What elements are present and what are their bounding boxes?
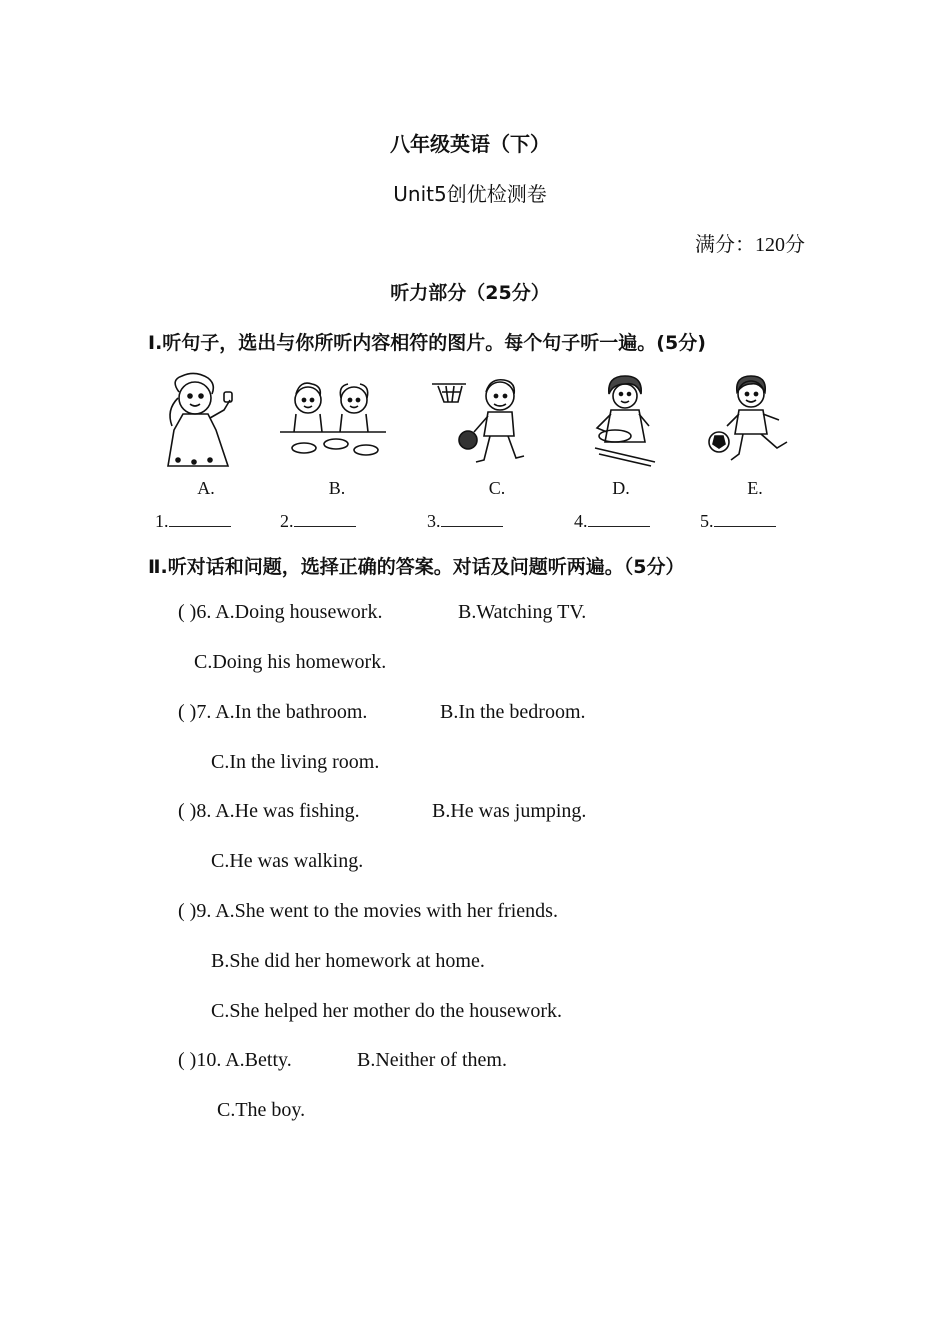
option-a: A.In the bathroom. xyxy=(215,701,368,723)
option-a: A.Betty. xyxy=(225,1049,292,1071)
question-10 xyxy=(178,1049,292,1072)
page-subtitle: Unit5创优检测卷 xyxy=(393,182,547,206)
answer-bracket[interactable]: ( )8. xyxy=(178,800,212,822)
option-c: C.In the living room. xyxy=(211,751,380,773)
question-6 xyxy=(178,601,382,624)
option-c: C.She helped her mother do the housework. xyxy=(211,1000,563,1022)
section-2-heading: Ⅱ.听对话和问题，选择正确的答案。对话及问题听两遍。（5分） xyxy=(148,556,685,578)
option-c: C.Doing his homework. xyxy=(194,651,387,673)
option-a: A.Doing housework. xyxy=(215,601,383,623)
listening-part-heading: 听力部分（25分） xyxy=(390,282,550,304)
answer-blank-3[interactable] xyxy=(427,510,503,532)
blank-number: 5. xyxy=(700,511,714,531)
boy-basketball-icon xyxy=(430,370,540,475)
blank-number: 4. xyxy=(574,511,588,531)
section-1-heading: Ⅰ.听句子，选出与你所听内容相符的图片。每个句子听一遍。(5分) xyxy=(148,332,706,354)
question-9 xyxy=(178,900,558,923)
answer-bracket[interactable]: ( )6. xyxy=(178,601,212,623)
picture-label-b: B. xyxy=(328,478,346,498)
answer-blank-1[interactable] xyxy=(155,510,231,532)
option-b: B.Watching TV. xyxy=(458,601,587,623)
blank-number: 3. xyxy=(427,511,441,531)
question-8 xyxy=(178,800,360,823)
blank-number: 1. xyxy=(155,511,169,531)
picture-label-a: A. xyxy=(197,478,215,498)
answer-blank-5[interactable] xyxy=(700,510,776,532)
blank-number: 2. xyxy=(280,511,294,531)
kids-eating-icon xyxy=(278,370,388,475)
option-a: A.He was fishing. xyxy=(215,800,360,822)
boy-soccer-icon xyxy=(705,370,815,475)
answer-blank-2[interactable] xyxy=(280,510,356,532)
option-b: B.She did her homework at home. xyxy=(211,950,485,972)
picture-label-e: E. xyxy=(747,478,763,498)
answer-bracket[interactable]: ( )7. xyxy=(178,701,212,723)
page-title: 八年级英语（下） xyxy=(390,132,550,156)
option-b: B.Neither of them. xyxy=(357,1049,507,1071)
picture-label-c: C. xyxy=(488,478,506,498)
answer-bracket[interactable]: ( )10. xyxy=(178,1049,222,1071)
question-7 xyxy=(178,701,367,724)
girl-phone-icon xyxy=(150,370,260,475)
option-b: B.In the bedroom. xyxy=(440,701,586,723)
answer-blank-4[interactable] xyxy=(574,510,650,532)
option-c: C.He was walking. xyxy=(211,850,364,872)
woman-cooking-icon xyxy=(575,370,685,475)
picture-label-d: D. xyxy=(612,478,630,498)
option-c: C.The boy. xyxy=(217,1099,306,1121)
option-a: A.She went to the movies with her friends. xyxy=(215,900,558,922)
full-score: 满分：120分 xyxy=(695,234,805,256)
option-b: B.He was jumping. xyxy=(432,800,587,822)
answer-bracket[interactable]: ( )9. xyxy=(178,900,212,922)
